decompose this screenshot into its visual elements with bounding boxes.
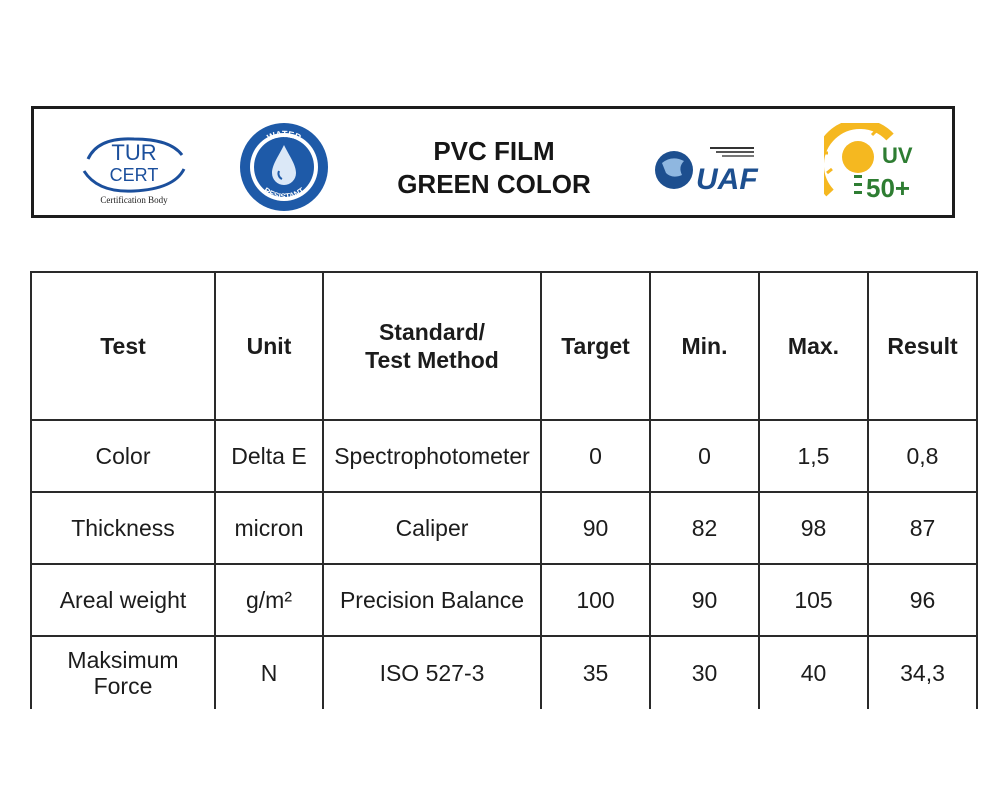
cell-unit: g/m² bbox=[215, 564, 323, 636]
water-resistant-logo bbox=[238, 121, 330, 213]
cell-min: 82 bbox=[650, 492, 759, 564]
col-header-target: Target bbox=[541, 272, 650, 420]
cell-target: 100 bbox=[541, 564, 650, 636]
col-header-min: Min. bbox=[650, 272, 759, 420]
cell-unit: N bbox=[215, 636, 323, 709]
cell-method: Precision Balance bbox=[323, 564, 541, 636]
uaf-logo bbox=[654, 145, 764, 195]
certification-header bbox=[31, 106, 955, 218]
col-header-result: Result bbox=[868, 272, 977, 420]
cell-method: Spectrophotometer bbox=[323, 420, 541, 492]
turcert-caption: Certification Body bbox=[100, 195, 168, 205]
col-header-test: Test bbox=[31, 272, 215, 420]
table-row bbox=[31, 636, 977, 709]
cell-target: 0 bbox=[541, 420, 650, 492]
col-header-standard-line1: Standard/ bbox=[378, 319, 486, 345]
cell-max: 40 bbox=[759, 636, 868, 709]
cell-method: Caliper bbox=[323, 492, 541, 564]
turcert-logo bbox=[78, 127, 190, 207]
cell-test: Color bbox=[31, 420, 215, 492]
uv-value: 50+ bbox=[866, 173, 911, 203]
turcert-top-text: TUR bbox=[111, 140, 157, 165]
cell-unit: Delta E bbox=[215, 420, 323, 492]
cell-min: 90 bbox=[650, 564, 759, 636]
cell-test: Thickness bbox=[31, 492, 215, 564]
cell-max: 105 bbox=[759, 564, 868, 636]
cell-target: 35 bbox=[541, 636, 650, 709]
cell-test-line1: Maksimum bbox=[67, 647, 179, 673]
cell-test: Areal weight bbox=[31, 564, 215, 636]
uaf-text: UAF bbox=[696, 163, 758, 195]
product-title-line1: PVC FILM bbox=[433, 136, 555, 166]
cell-test-line2: Force bbox=[93, 673, 153, 699]
cell-result: 96 bbox=[868, 564, 977, 636]
water-top-text: WATER bbox=[265, 128, 303, 143]
page-bottom-blank bbox=[0, 712, 1000, 800]
cell-result: 87 bbox=[868, 492, 977, 564]
water-bottom-text: RESISTANT bbox=[262, 185, 306, 202]
table-row bbox=[31, 492, 977, 564]
cell-min: 30 bbox=[650, 636, 759, 709]
product-title bbox=[364, 135, 624, 201]
table-row bbox=[31, 420, 977, 492]
col-header-standard-line2: Test Method bbox=[365, 347, 499, 373]
cell-test bbox=[31, 636, 215, 709]
col-header-unit: Unit bbox=[215, 272, 323, 420]
test-results-table bbox=[30, 271, 978, 709]
product-title-line2: GREEN COLOR bbox=[397, 169, 591, 199]
col-header-max: Max. bbox=[759, 272, 868, 420]
table-row bbox=[31, 564, 977, 636]
cell-min: 0 bbox=[650, 420, 759, 492]
uv-label: UV bbox=[882, 143, 913, 168]
cell-method: ISO 527-3 bbox=[323, 636, 541, 709]
cell-target: 90 bbox=[541, 492, 650, 564]
cell-result: 34,3 bbox=[868, 636, 977, 709]
cell-unit: micron bbox=[215, 492, 323, 564]
uv-50-logo bbox=[824, 123, 934, 209]
cell-result: 0,8 bbox=[868, 420, 977, 492]
cell-max: 1,5 bbox=[759, 420, 868, 492]
table-header-row bbox=[31, 272, 977, 420]
turcert-bottom-text: CERT bbox=[109, 165, 159, 185]
cell-max: 98 bbox=[759, 492, 868, 564]
col-header-standard bbox=[323, 272, 541, 420]
